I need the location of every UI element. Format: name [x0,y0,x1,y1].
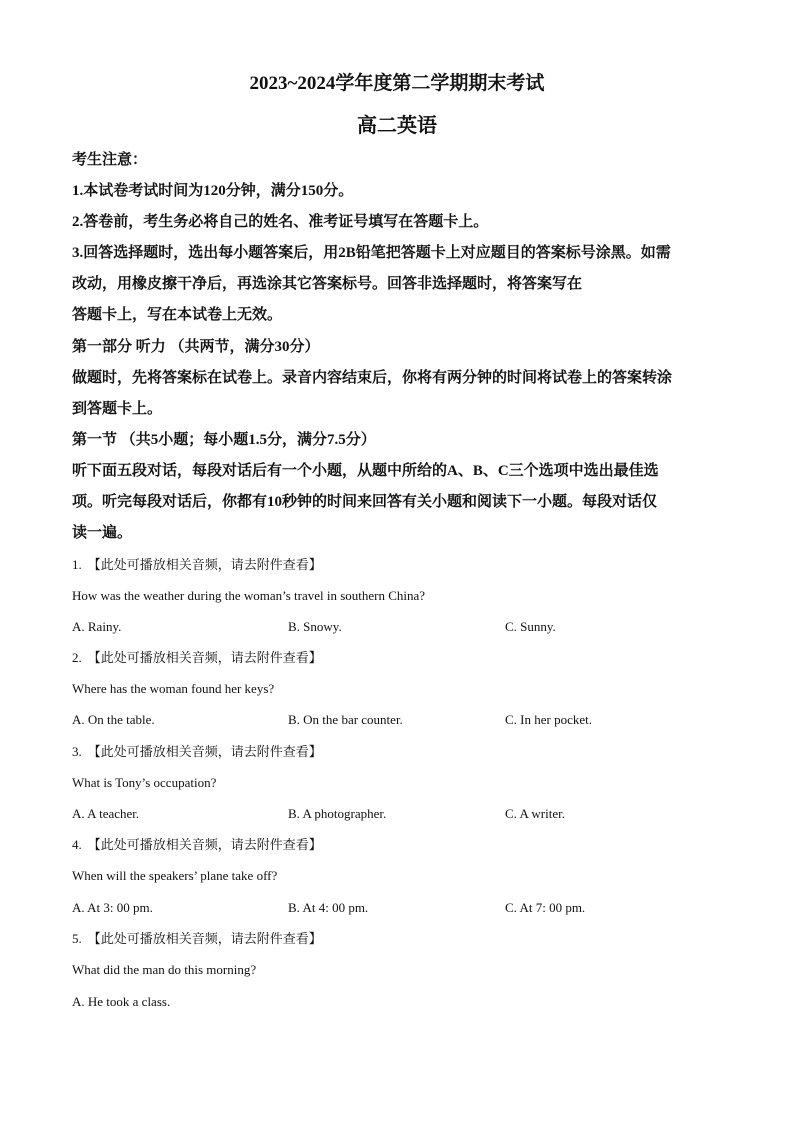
part1-instruction-line: 到答题卡上。 [72,401,163,417]
audio-placeholder-link[interactable]: 【此处可播放相关音频，请去附件查看】 [87,837,322,852]
section1-heading: 第一节 （共5小题；每小题1.5分，满分7.5分） [72,432,376,448]
question-audio-line [72,836,322,854]
audio-placeholder-link[interactable]: 【此处可播放相关音频，请去附件查看】 [87,744,322,759]
audio-placeholder-link[interactable]: 【此处可播放相关音频，请去附件查看】 [87,931,322,946]
option-a: A. At 3: 00 pm. [72,900,153,915]
audio-placeholder-link[interactable]: 【此处可播放相关音频，请去附件查看】 [87,557,322,572]
option-a: A. A teacher. [72,806,140,821]
notice-line: 改动，用橡皮擦干净后，再选涂其它答案标号。回答非选择题时，将答案写在 [72,276,583,292]
option-a: A. On the table. [72,712,155,727]
question-number: 3. [72,744,82,759]
question-options [72,993,732,1011]
exam-title: 2023~2024学年度第二学期期末考试 [249,73,545,94]
question-options [72,899,732,917]
question-options [72,618,732,636]
notice-line: 2.答卷前，考生务必将自己的姓名、准考证号填写在答题卡上。 [72,214,489,230]
question-audio-line [72,743,322,761]
question-text: What did the man do this morning? [72,962,257,977]
option-c: C. At 7: 00 pm. [505,900,586,915]
notice-label: 考生注意： [72,152,148,168]
question-audio-line [72,930,322,948]
exam-subtitle: 高二英语 [357,115,437,137]
option-b: B. On the bar counter. [288,712,403,727]
question-text: How was the weather during the woman’s travel in southern China? [72,588,426,603]
question-text: What is Tony’s occupation? [72,775,217,790]
question-number: 2. [72,650,82,665]
audio-placeholder-link[interactable]: 【此处可播放相关音频，请去附件查看】 [87,650,322,665]
question-audio-line [72,556,322,574]
option-c: C. Sunny. [505,619,556,634]
question-audio-line [72,649,322,667]
notice-line: 3.回答选择题时，选出每小题答案后，用2B铅笔把答题卡上对应题目的答案标号涂黑。如需 [72,245,671,261]
notice-line: 答题卡上，写在本试卷上无效。 [72,307,283,323]
option-b: B. Snowy. [288,619,342,634]
section1-line: 项。听完每段对话后，你都有10秒钟的时间来回答有关小题和阅读下一小题。每段对话仅 [72,494,658,510]
question-text: Where has the woman found her keys? [72,681,275,696]
question-number: 5. [72,931,82,946]
section1-line: 听下面五段对话，每段对话后有一个小题，从题中所给的A、B、C三个选项中选出最佳选 [72,463,659,479]
question-number: 1. [72,557,82,572]
question-number: 4. [72,837,82,852]
option-b: B. At 4: 00 pm. [288,900,369,915]
option-a: A. Rainy. [72,619,122,634]
option-b: B. A photographer. [288,806,387,821]
section1-line: 读一遍。 [72,525,133,541]
part1-heading: 第一部分 听力 （共两节，满分30分） [72,339,320,355]
question-options [72,805,732,823]
option-a: A. He took a class. [72,994,171,1009]
question-text: When will the speakers’ plane take off? [72,868,278,883]
part1-instruction-line: 做题时，先将答案标在试卷上。录音内容结束后，你将有两分钟的时间将试卷上的答案转涂 [72,370,673,386]
notice-line: 1.本试卷考试时间为120分钟，满分150分。 [72,183,354,199]
option-c: C. In her pocket. [505,712,593,727]
question-options [72,711,732,729]
option-c: C. A writer. [505,806,565,821]
